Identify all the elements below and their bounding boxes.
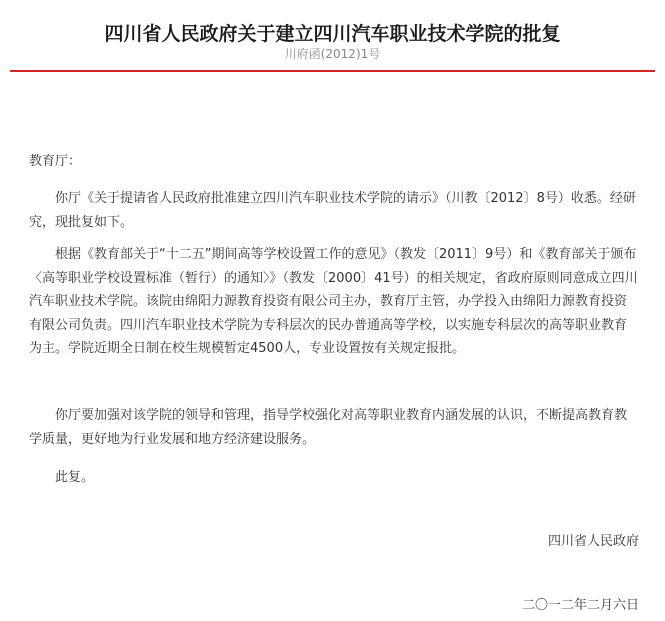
paragraph-approval: 根据《教育部关于“十二五”期间高等学校设置工作的意见》（教发〔2011〕9号）和《教育部关于颁布〈高等职业学校设置标准（暂行）的通知〉》（教发〔2000〕41号）的相关规定，省政府原则同意成立四川汽车职业技术学院。该院由绵阳力源教育投资有限公司主办，教育厅主管，办学投入由绵阳力源教育投资有限公司负责。四川汽车职业技术学院为专科层次的民办普通高等学校，以实施专科层次的高等职业教育为主。学院近期全日制在校生规模暂定4500人，专业设置按有关规定报批。 — [29, 247, 638, 356]
red-divider — [10, 70, 655, 72]
signature: 四川省人民政府 — [547, 534, 639, 549]
document-number: 川府函(2012)1号 — [284, 47, 381, 61]
issue-date: 二〇一二年二月六日 — [521, 598, 639, 613]
salutation: 教育厅： — [29, 154, 82, 169]
paragraph-closing: 此复。 — [55, 470, 95, 485]
page-title: 四川省人民政府关于建立四川汽车职业技术学院的批复 — [104, 23, 561, 45]
paragraph-acknowledgement: 你厅《关于提请省人民政府批准建立四川汽车职业技术学院的请示》（川教〔2012〕8号）收悉。经研究，现批复如下。 — [29, 191, 636, 230]
paragraph-instruction: 你厅要加强对该学院的领导和管理，指导学校强化对高等职业教育内涵发展的认识，不断提高教育教学质量，更好地为行业发展和地方经济建设服务。 — [29, 408, 628, 447]
